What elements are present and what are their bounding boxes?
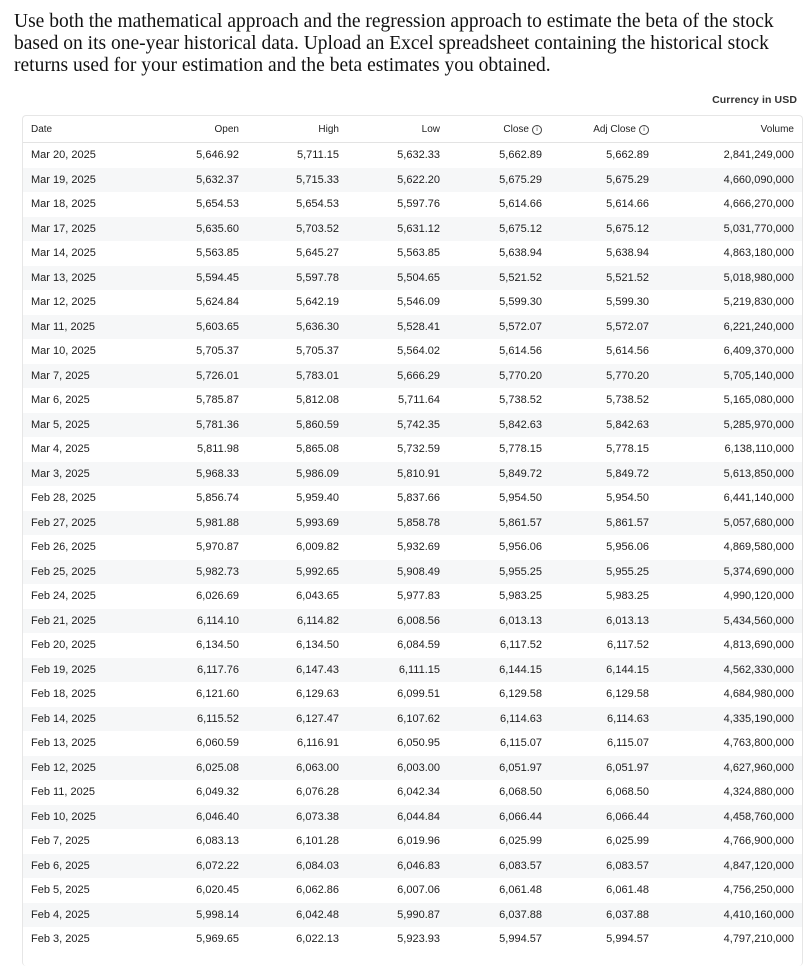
cell-open: 6,072.22 xyxy=(143,854,239,879)
cell-high: 6,022.13 xyxy=(296,933,339,946)
cell-volume: 5,031,770,000 xyxy=(649,217,802,242)
table-row xyxy=(23,927,802,952)
table-row xyxy=(23,315,802,340)
cell-volume: 5,057,680,000 xyxy=(649,511,802,536)
price-table xyxy=(23,116,802,952)
cell-high: 6,101.28 xyxy=(296,835,339,848)
cell-date: Mar 18, 2025 xyxy=(31,198,96,211)
cell-low: 6,084.59 xyxy=(397,639,440,652)
cell-open: 5,705.37 xyxy=(196,345,239,358)
cell-open: 6,025.08 xyxy=(143,756,239,781)
cell-adj-close: 6,037.88 xyxy=(542,903,649,928)
cell-open: 5,998.14 xyxy=(143,903,239,928)
cell-date: Feb 12, 2025 xyxy=(23,756,143,781)
cell-high: 5,636.30 xyxy=(239,315,339,340)
cell-close: 6,129.58 xyxy=(499,688,542,701)
cell-close: 5,770.20 xyxy=(440,364,542,389)
cell-open: 6,046.40 xyxy=(143,805,239,830)
cell-open: 6,115.52 xyxy=(143,707,239,732)
cell-high: 6,134.50 xyxy=(296,639,339,652)
header-date[interactable]: Date xyxy=(23,116,143,143)
cell-open: 5,981.88 xyxy=(143,511,239,536)
cell-high: 6,063.00 xyxy=(239,756,339,781)
table-row xyxy=(23,780,802,805)
cell-close: 6,051.97 xyxy=(440,756,542,781)
cell-open: 5,646.92 xyxy=(196,149,239,162)
cell-low: 5,858.78 xyxy=(339,511,440,536)
cell-volume: 4,797,210,000 xyxy=(723,933,794,946)
cell-date: Mar 17, 2025 xyxy=(23,217,143,242)
cell-close: 5,675.29 xyxy=(440,168,542,193)
cell-low: 6,099.51 xyxy=(397,688,440,701)
table-row xyxy=(23,266,802,291)
table-row xyxy=(23,584,802,609)
table-body xyxy=(23,143,802,952)
cell-high: 5,642.19 xyxy=(296,296,339,309)
table-row xyxy=(23,364,802,389)
cell-close: 5,955.25 xyxy=(440,560,542,585)
cell-low: 6,008.56 xyxy=(339,609,440,634)
cell-volume: 4,666,270,000 xyxy=(723,198,794,211)
cell-date: Feb 4, 2025 xyxy=(23,903,143,928)
cell-open: 6,020.45 xyxy=(196,884,239,897)
cell-high: 5,986.09 xyxy=(239,462,339,487)
cell-close: 6,144.15 xyxy=(440,658,542,683)
cell-high: 6,009.82 xyxy=(296,541,339,554)
cell-high: 5,597.78 xyxy=(239,266,339,291)
cell-low: 5,742.35 xyxy=(339,413,440,438)
table-row xyxy=(23,609,802,634)
cell-open: 6,026.69 xyxy=(196,590,239,603)
cell-high: 6,127.47 xyxy=(239,707,339,732)
table-header-row xyxy=(23,116,802,143)
currency-note: Currency in USD xyxy=(712,94,797,106)
cell-date: Feb 24, 2025 xyxy=(31,590,96,603)
table-row xyxy=(23,854,802,879)
cell-adj-close: 5,614.66 xyxy=(606,198,649,211)
cell-low: 5,563.85 xyxy=(397,247,440,260)
cell-date: Mar 13, 2025 xyxy=(23,266,143,291)
cell-close: 5,954.50 xyxy=(499,492,542,505)
cell-date: Mar 5, 2025 xyxy=(23,413,143,438)
cell-close: 6,114.63 xyxy=(440,707,542,732)
cell-high: 5,645.27 xyxy=(296,247,339,260)
cell-date: Mar 10, 2025 xyxy=(31,345,96,358)
table-row xyxy=(23,217,802,242)
table-row xyxy=(23,511,802,536)
cell-volume: 4,627,960,000 xyxy=(649,756,802,781)
cell-open: 5,969.65 xyxy=(196,933,239,946)
cell-close: 6,117.52 xyxy=(499,639,542,652)
table-row xyxy=(23,878,802,903)
cell-date: Feb 13, 2025 xyxy=(31,737,96,750)
cell-low: 5,711.64 xyxy=(397,394,440,407)
cell-date: Feb 27, 2025 xyxy=(23,511,143,536)
cell-high: 6,062.86 xyxy=(296,884,339,897)
cell-high: 5,715.33 xyxy=(239,168,339,193)
table-row xyxy=(23,903,802,928)
cell-adj-close: 5,994.57 xyxy=(606,933,649,946)
cell-high: 6,116.91 xyxy=(296,737,339,750)
cell-adj-close: 5,842.63 xyxy=(542,413,649,438)
cell-adj-close: 5,521.52 xyxy=(542,266,649,291)
cell-date: Feb 19, 2025 xyxy=(23,658,143,683)
cell-volume: 4,458,760,000 xyxy=(649,805,802,830)
table-row xyxy=(23,290,802,315)
cell-close: 5,614.66 xyxy=(499,198,542,211)
table-row xyxy=(23,143,802,168)
cell-high: 5,865.08 xyxy=(296,443,339,456)
cell-adj-close: 6,083.57 xyxy=(542,854,649,879)
cell-open: 6,049.32 xyxy=(196,786,239,799)
cell-volume: 4,863,180,000 xyxy=(723,247,794,260)
table-row xyxy=(23,805,802,830)
cell-high: 6,114.82 xyxy=(239,609,339,634)
table-row xyxy=(23,633,802,658)
cell-open: 5,781.36 xyxy=(143,413,239,438)
cell-close: 6,115.07 xyxy=(499,737,542,750)
cell-volume: 5,285,970,000 xyxy=(649,413,802,438)
cell-low: 5,923.93 xyxy=(397,933,440,946)
header-adj-close[interactable] xyxy=(542,116,649,143)
cell-low: 6,046.83 xyxy=(339,854,440,879)
table-row xyxy=(23,756,802,781)
cell-volume: 5,219,830,000 xyxy=(723,296,794,309)
cell-low: 5,631.12 xyxy=(339,217,440,242)
cell-volume: 5,374,690,000 xyxy=(649,560,802,585)
cell-close: 5,599.30 xyxy=(499,296,542,309)
question-text: Use both the mathematical approach and the regression approach to estimate the beta of the stock based on its one-year historical data. Upload an Excel spreadsheet containing the historical stock returns used for your estimation and the beta estimates you obtained. xyxy=(14,11,774,76)
cell-date: Feb 14, 2025 xyxy=(23,707,143,732)
cell-adj-close: 6,025.99 xyxy=(606,835,649,848)
cell-date: Mar 14, 2025 xyxy=(31,247,96,260)
historical-data-table xyxy=(22,115,803,966)
cell-adj-close: 5,956.06 xyxy=(606,541,649,554)
cell-date: Feb 3, 2025 xyxy=(31,933,90,946)
cell-close: 5,994.57 xyxy=(499,933,542,946)
cell-open: 6,114.10 xyxy=(143,609,239,634)
cell-open: 6,060.59 xyxy=(196,737,239,750)
cell-date: Feb 7, 2025 xyxy=(31,835,90,848)
cell-open: 5,785.87 xyxy=(196,394,239,407)
cell-volume: 2,841,249,000 xyxy=(723,149,794,162)
cell-date: Mar 6, 2025 xyxy=(31,394,90,407)
cell-date: Feb 25, 2025 xyxy=(23,560,143,585)
cell-close: 5,778.15 xyxy=(499,443,542,456)
cell-date: Mar 20, 2025 xyxy=(31,149,96,162)
cell-high: 6,043.65 xyxy=(296,590,339,603)
cell-close: 5,675.12 xyxy=(440,217,542,242)
cell-adj-close: 5,955.25 xyxy=(542,560,649,585)
cell-close: 6,037.88 xyxy=(440,903,542,928)
cell-volume: 5,434,560,000 xyxy=(649,609,802,634)
cell-close: 5,521.52 xyxy=(440,266,542,291)
cell-close: 6,066.44 xyxy=(440,805,542,830)
cell-adj-close: 6,115.07 xyxy=(606,737,649,750)
cell-date: Feb 11, 2025 xyxy=(31,786,96,799)
cell-open: 5,594.45 xyxy=(143,266,239,291)
cell-low: 5,622.20 xyxy=(339,168,440,193)
cell-adj-close: 6,114.63 xyxy=(542,707,649,732)
cell-high: 6,042.48 xyxy=(239,903,339,928)
cell-volume: 4,763,800,000 xyxy=(723,737,794,750)
cell-close: 6,013.13 xyxy=(440,609,542,634)
cell-high: 5,860.59 xyxy=(239,413,339,438)
header-low[interactable]: Low xyxy=(339,116,440,143)
table-row xyxy=(23,462,802,487)
cell-adj-close: 5,572.07 xyxy=(542,315,649,340)
table-row xyxy=(23,731,802,756)
cell-adj-close: 5,662.89 xyxy=(606,149,649,162)
cell-low: 5,504.65 xyxy=(339,266,440,291)
cell-adj-close: 5,599.30 xyxy=(606,296,649,309)
table-row xyxy=(23,339,802,364)
cell-high: 6,073.38 xyxy=(239,805,339,830)
cell-adj-close: 6,051.97 xyxy=(542,756,649,781)
cell-volume: 4,660,090,000 xyxy=(649,168,802,193)
cell-adj-close: 5,954.50 xyxy=(606,492,649,505)
cell-low: 6,107.62 xyxy=(339,707,440,732)
info-circle-icon[interactable]: i xyxy=(639,125,649,135)
cell-close: 5,956.06 xyxy=(499,541,542,554)
cell-volume: 6,409,370,000 xyxy=(723,345,794,358)
cell-open: 5,563.85 xyxy=(196,247,239,260)
cell-volume: 4,324,880,000 xyxy=(723,786,794,799)
cell-low: 6,019.96 xyxy=(397,835,440,848)
cell-open: 6,121.60 xyxy=(196,688,239,701)
cell-high: 6,147.43 xyxy=(239,658,339,683)
cell-adj-close: 6,144.15 xyxy=(542,658,649,683)
cell-high: 6,129.63 xyxy=(296,688,339,701)
cell-volume: 4,756,250,000 xyxy=(723,884,794,897)
cell-adj-close: 6,068.50 xyxy=(606,786,649,799)
table-row xyxy=(23,658,802,683)
table-row xyxy=(23,413,802,438)
cell-open: 5,968.33 xyxy=(143,462,239,487)
cell-close: 6,083.57 xyxy=(440,854,542,879)
cell-open: 5,856.74 xyxy=(196,492,239,505)
cell-open: 6,134.50 xyxy=(196,639,239,652)
cell-low: 5,564.02 xyxy=(397,345,440,358)
cell-volume: 5,705,140,000 xyxy=(649,364,802,389)
cell-open: 6,117.76 xyxy=(143,658,239,683)
cell-date: Feb 28, 2025 xyxy=(31,492,96,505)
cell-adj-close: 6,129.58 xyxy=(606,688,649,701)
cell-close: 5,614.56 xyxy=(499,345,542,358)
cell-date: Feb 26, 2025 xyxy=(31,541,96,554)
table-row xyxy=(23,437,802,462)
table-row xyxy=(23,707,802,732)
cell-volume: 5,613,850,000 xyxy=(649,462,802,487)
cell-volume: 6,221,240,000 xyxy=(649,315,802,340)
cell-date: Feb 21, 2025 xyxy=(23,609,143,634)
cell-open: 5,654.53 xyxy=(196,198,239,211)
table-row xyxy=(23,560,802,585)
cell-open: 5,811.98 xyxy=(196,443,239,456)
cell-low: 5,632.33 xyxy=(397,149,440,162)
cell-low: 6,007.06 xyxy=(397,884,440,897)
cell-adj-close: 5,738.52 xyxy=(606,394,649,407)
table-row xyxy=(23,829,802,854)
cell-adj-close: 5,675.29 xyxy=(542,168,649,193)
header-high[interactable]: High xyxy=(239,116,339,143)
cell-close: 5,638.94 xyxy=(499,247,542,260)
cell-date: Feb 6, 2025 xyxy=(23,854,143,879)
cell-volume: 4,766,900,000 xyxy=(723,835,794,848)
cell-low: 5,837.66 xyxy=(397,492,440,505)
cell-open: 6,083.13 xyxy=(196,835,239,848)
header-close-label: Close xyxy=(503,123,529,135)
cell-volume: 4,813,690,000 xyxy=(723,639,794,652)
cell-volume: 4,990,120,000 xyxy=(723,590,794,603)
header-volume[interactable]: Volume xyxy=(649,116,802,143)
table-row xyxy=(23,192,802,217)
cell-high: 5,812.08 xyxy=(296,394,339,407)
cell-close: 5,983.25 xyxy=(499,590,542,603)
cell-high: 5,783.01 xyxy=(239,364,339,389)
cell-open: 5,726.01 xyxy=(143,364,239,389)
table-row xyxy=(23,388,802,413)
cell-high: 5,992.65 xyxy=(239,560,339,585)
cell-volume: 4,847,120,000 xyxy=(649,854,802,879)
cell-high: 5,703.52 xyxy=(239,217,339,242)
cell-low: 5,908.49 xyxy=(339,560,440,585)
cell-low: 6,042.34 xyxy=(397,786,440,799)
cell-date: Mar 19, 2025 xyxy=(23,168,143,193)
cell-adj-close: 5,861.57 xyxy=(542,511,649,536)
cell-low: 6,003.00 xyxy=(339,756,440,781)
cell-date: Feb 10, 2025 xyxy=(23,805,143,830)
table-row xyxy=(23,486,802,511)
cell-adj-close: 6,117.52 xyxy=(606,639,649,652)
cell-low: 6,111.15 xyxy=(339,658,440,683)
header-close[interactable] xyxy=(440,116,542,143)
cell-high: 6,084.03 xyxy=(239,854,339,879)
cell-volume: 6,441,140,000 xyxy=(723,492,794,505)
cell-adj-close: 5,778.15 xyxy=(606,443,649,456)
cell-volume: 6,138,110,000 xyxy=(724,443,794,456)
cell-date: Feb 5, 2025 xyxy=(31,884,90,897)
cell-high: 5,705.37 xyxy=(296,345,339,358)
cell-close: 5,738.52 xyxy=(499,394,542,407)
header-open[interactable]: Open xyxy=(143,116,239,143)
cell-date: Mar 3, 2025 xyxy=(23,462,143,487)
header-adj-close-label: Adj Close xyxy=(593,123,636,135)
cell-low: 5,990.87 xyxy=(339,903,440,928)
cell-adj-close: 5,675.12 xyxy=(542,217,649,242)
cell-high: 5,959.40 xyxy=(296,492,339,505)
cell-adj-close: 5,614.56 xyxy=(606,345,649,358)
cell-volume: 4,869,580,000 xyxy=(723,541,794,554)
table-row xyxy=(23,682,802,707)
cell-close: 6,061.48 xyxy=(499,884,542,897)
cell-adj-close: 5,983.25 xyxy=(606,590,649,603)
cell-volume: 4,335,190,000 xyxy=(649,707,802,732)
cell-date: Feb 20, 2025 xyxy=(31,639,96,652)
cell-low: 5,932.69 xyxy=(397,541,440,554)
cell-close: 5,842.63 xyxy=(440,413,542,438)
cell-close: 6,068.50 xyxy=(499,786,542,799)
cell-high: 6,076.28 xyxy=(296,786,339,799)
cell-open: 5,970.87 xyxy=(196,541,239,554)
table-row xyxy=(23,241,802,266)
cell-open: 5,982.73 xyxy=(143,560,239,585)
cell-low: 5,977.83 xyxy=(397,590,440,603)
cell-adj-close: 5,770.20 xyxy=(542,364,649,389)
cell-volume: 4,562,330,000 xyxy=(649,658,802,683)
cell-low: 6,050.95 xyxy=(397,737,440,750)
cell-open: 5,624.84 xyxy=(196,296,239,309)
cell-adj-close: 6,061.48 xyxy=(606,884,649,897)
cell-low: 5,732.59 xyxy=(397,443,440,456)
cell-adj-close: 6,066.44 xyxy=(542,805,649,830)
cell-date: Mar 4, 2025 xyxy=(31,443,90,456)
cell-adj-close: 6,013.13 xyxy=(542,609,649,634)
cell-volume: 5,165,080,000 xyxy=(723,394,794,407)
cell-open: 5,632.37 xyxy=(143,168,239,193)
cell-low: 5,597.76 xyxy=(397,198,440,211)
cell-volume: 4,684,980,000 xyxy=(723,688,794,701)
cell-close: 5,572.07 xyxy=(440,315,542,340)
cell-low: 5,546.09 xyxy=(397,296,440,309)
cell-date: Mar 12, 2025 xyxy=(31,296,96,309)
cell-open: 5,635.60 xyxy=(143,217,239,242)
cell-adj-close: 5,849.72 xyxy=(542,462,649,487)
cell-open: 5,603.65 xyxy=(143,315,239,340)
table-row xyxy=(23,168,802,193)
cell-adj-close: 5,638.94 xyxy=(606,247,649,260)
cell-close: 6,025.99 xyxy=(499,835,542,848)
cell-close: 5,861.57 xyxy=(440,511,542,536)
cell-date: Mar 11, 2025 xyxy=(23,315,143,340)
cell-date: Feb 18, 2025 xyxy=(31,688,96,701)
cell-date: Mar 7, 2025 xyxy=(23,364,143,389)
cell-low: 5,528.41 xyxy=(339,315,440,340)
cell-high: 5,654.53 xyxy=(296,198,339,211)
info-circle-icon[interactable]: i xyxy=(532,125,542,135)
cell-volume: 5,018,980,000 xyxy=(649,266,802,291)
cell-low: 5,666.29 xyxy=(339,364,440,389)
table-row xyxy=(23,535,802,560)
cell-high: 5,993.69 xyxy=(239,511,339,536)
cell-volume: 4,410,160,000 xyxy=(649,903,802,928)
cell-low: 5,810.91 xyxy=(339,462,440,487)
cell-high: 5,711.15 xyxy=(296,149,339,162)
cell-close: 5,849.72 xyxy=(440,462,542,487)
cell-close: 5,662.89 xyxy=(499,149,542,162)
cell-low: 6,044.84 xyxy=(339,805,440,830)
